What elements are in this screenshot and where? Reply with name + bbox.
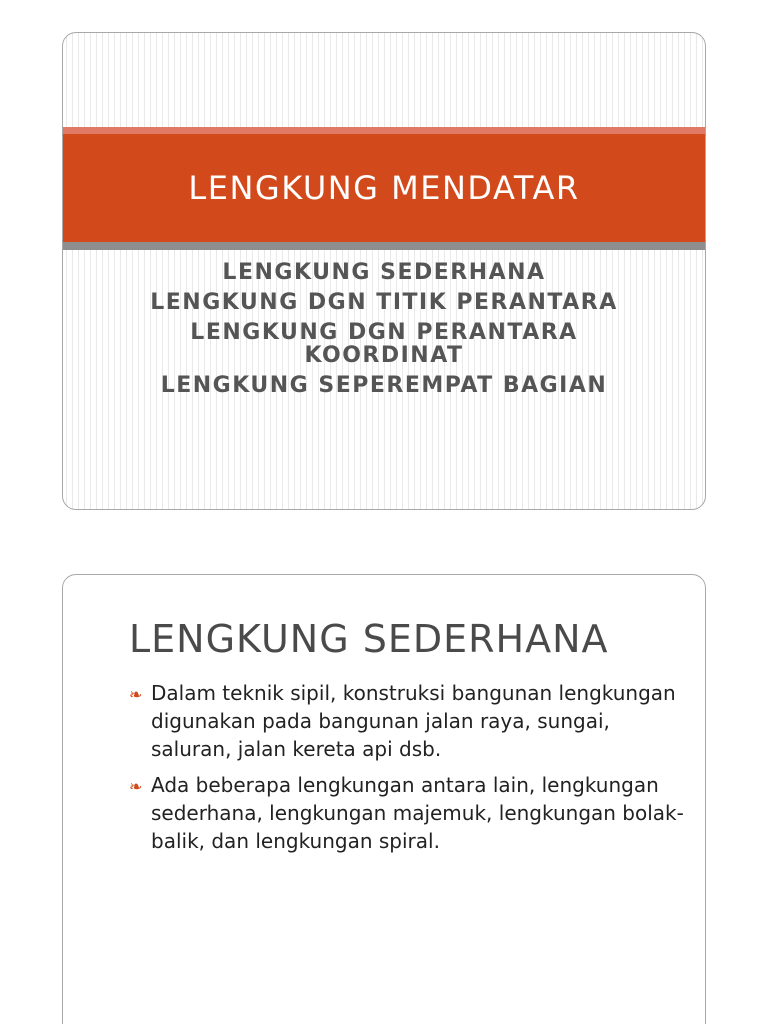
slide-title bbox=[62, 32, 706, 510]
slide-title-heading: LENGKUNG MENDATAR bbox=[188, 169, 580, 207]
title-band-bottom-stripe bbox=[63, 242, 705, 250]
bullet-item bbox=[129, 679, 689, 763]
subtitle-item: LENGKUNG DGN PERANTARA KOORDINAT bbox=[190, 320, 578, 368]
title-band-top-stripe bbox=[63, 127, 705, 134]
slide-content-heading: LENGKUNG SEDERHANA bbox=[129, 617, 609, 661]
subtitle-list bbox=[63, 261, 705, 404]
subtitle-item: LENGKUNG SEPEREMPAT BAGIAN bbox=[160, 373, 608, 398]
ornament-bullet-icon: ❧ bbox=[129, 685, 143, 704]
ornament-bullet-icon: ❧ bbox=[129, 777, 143, 796]
bullet-list bbox=[129, 679, 689, 863]
slide-content bbox=[62, 574, 706, 1024]
bullet-text: Ada beberapa lengkungan antara lain, lengkungan sederhana, lengkungan majemuk, lengkungan bolak-balik, dan lengkungan spiral. bbox=[151, 773, 684, 853]
subtitle-item: LENGKUNG DGN TITIK PERANTARA bbox=[150, 290, 618, 315]
subtitle-item: LENGKUNG SEDERHANA bbox=[222, 260, 546, 285]
bullet-item bbox=[129, 771, 689, 855]
bullet-text: Dalam teknik sipil, konstruksi bangunan lengkungan digunakan pada bangunan jalan raya, sungai, saluran, jalan kereta api dsb. bbox=[151, 681, 676, 761]
